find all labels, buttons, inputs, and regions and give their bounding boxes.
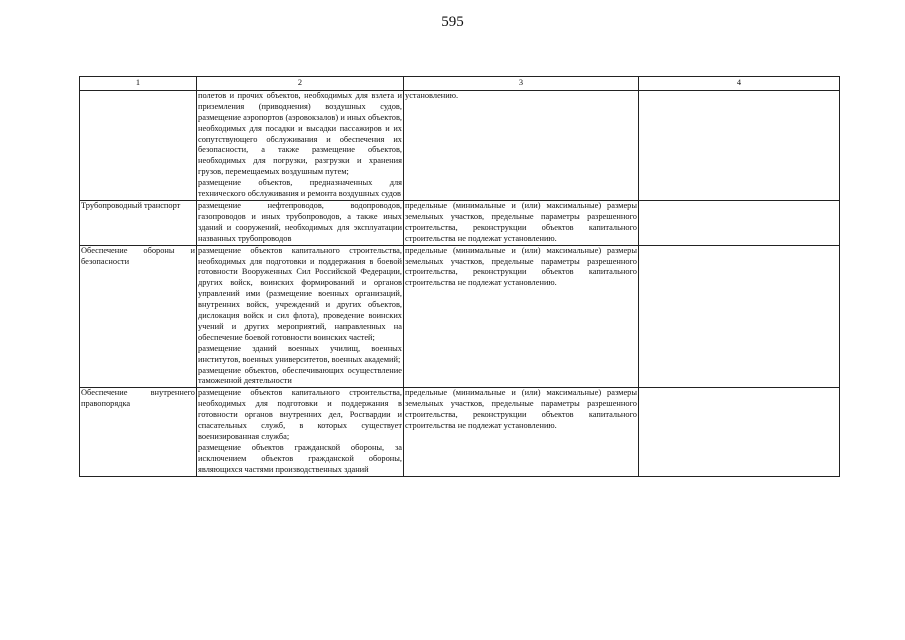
description-paragraph: размещение нефтепроводов, водопроводов, газопроводов и иных трубопроводов, а также иных зданий и сооружений, необходимых для эксплуатации названных трубопроводов <box>198 200 402 243</box>
notes-cell <box>639 245 840 388</box>
column-header-3: 3 <box>404 77 639 91</box>
description-paragraph: размещение зданий военных училищ, военных институтов, военных университетов, военных академий; <box>198 343 402 364</box>
use-type-cell: Трубопроводный транспорт <box>80 200 197 245</box>
zoning-table <box>79 76 840 477</box>
parameters-cell: предельные (минимальные и (или) максимальные) размеры земельных участков, предельные параметры разрешенного строительства, реконструкции объектов капитального строительства не подлежат установлению. <box>404 200 639 245</box>
notes-cell <box>639 388 840 476</box>
use-type-cell: Обеспечение внутреннего правопорядка <box>80 388 197 476</box>
description-cell <box>197 90 404 200</box>
description-paragraph: размещение объектов капитального строительства, необходимых для подготовки и поддержания в боевой готовности Вооруженных Сил Российской Федерации, других войск, воинских формирований и органов управлений ими (размещение военных организаций, внутренних войск, учреждений и других объектов, дислокация войск и сил флота), проведение воинских учений и других мероприятий, направленных на обеспечение боевой готовности воинских частей; <box>198 245 402 342</box>
description-cell <box>197 388 404 476</box>
table-row <box>80 388 840 476</box>
description-cell <box>197 200 404 245</box>
parameters-cell: предельные (минимальные и (или) максимальные) размеры земельных участков, предельные параметры разрешенного строительства, реконструкции объектов капитального строительства не подлежат установлению. <box>404 245 639 388</box>
use-type-cell: Обеспечение обороны и безопасности <box>80 245 197 388</box>
description-paragraph: размещение объектов, предназначенных для технического обслуживания и ремонта воздушных судов <box>198 178 402 199</box>
table-row <box>80 200 840 245</box>
use-type-cell <box>80 90 197 200</box>
page-number: 595 <box>441 14 464 30</box>
notes-cell <box>639 90 840 200</box>
description-paragraph: полетов и прочих объектов, необходимых для взлета и приземления (приводнения) воздушных судов, размещение аэропортов (аэровокзалов) и иных объектов, необходимых для посадки и высадки пассажиров и их сопутствующего обслуживания и обеспечения их безопасности, а также размещение объектов, необходимых для погрузки, разгрузки и хранения грузов, перемещаемых воздушным путем; <box>198 90 402 177</box>
parameters-cell: предельные (минимальные и (или) максимальные) размеры земельных участков, предельные параметры разрешенного строительства, реконструкции объектов капитального строительства не подлежат установлению. <box>404 388 639 476</box>
description-paragraph: размещение объектов капитального строительства, необходимых для подготовки и поддержания в готовности органов внутренних дел, Росгвардии и спасательных служб, в которых существует военизированная служба; <box>198 388 402 441</box>
table-header-row <box>80 77 840 91</box>
table-row <box>80 245 840 388</box>
notes-cell <box>639 200 840 245</box>
description-cell <box>197 245 404 388</box>
description-paragraph: размещение объектов, обеспечивающих осуществление таможенной деятельности <box>198 365 402 386</box>
table-row <box>80 90 840 200</box>
parameters-cell: установлению. <box>404 90 639 200</box>
column-header-2: 2 <box>197 77 404 91</box>
column-header-4: 4 <box>639 77 840 91</box>
description-paragraph: размещение объектов гражданской обороны, за исключением объектов гражданской обороны, являющихся частями производственных зданий <box>198 442 402 474</box>
column-header-1: 1 <box>80 77 197 91</box>
